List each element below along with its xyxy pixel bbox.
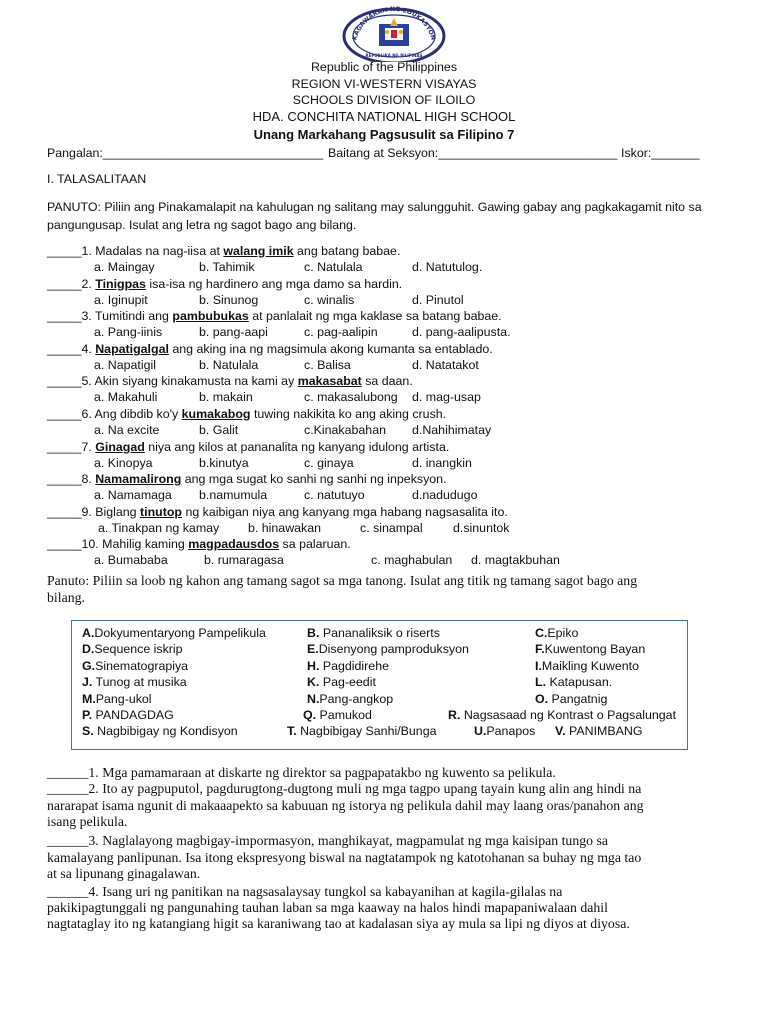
section2-directions-line-2: bilang. <box>47 590 85 605</box>
question-text: _____5. Akin siyang kinakamusta na kami ay <box>47 374 298 389</box>
question-text: isa-isa ng hardinero ang mga damo sa hardin. <box>145 276 403 291</box>
question-text: tuwing nakikita ko ang aking crush. <box>250 407 447 421</box>
question-2-line-1: ______2. Ito ay pagpuputol, pagdurugtong-dugtong muli ng mga tagpo upang tayain kung alin ang hindi na <box>47 781 642 796</box>
option-text: Epiko <box>547 626 579 640</box>
choice-b: b. hinawakan <box>248 520 322 535</box>
choice-c: c. pag-aalipin <box>304 325 378 340</box>
option-c <box>535 626 578 640</box>
option-letter: F. <box>535 642 545 657</box>
underlined-word: makasabat <box>297 374 362 389</box>
option-letter: B. <box>307 626 320 640</box>
choice-c: c.Kinakabahan <box>304 423 386 437</box>
underlined-word: kumakabog <box>181 407 251 421</box>
option-text: Katapusan. <box>546 675 613 690</box>
choice-b: b. pang-aapi <box>199 325 268 340</box>
option-text: Panapos <box>486 724 536 739</box>
option-letter: I. <box>535 658 542 673</box>
option-t <box>287 724 436 738</box>
choice-b: b.kinutya <box>199 455 249 470</box>
choice-d: d. Natutulog. <box>412 260 483 274</box>
underlined-word: magpadausdos <box>188 537 280 552</box>
choice-d: d. pang-aalipusta. <box>412 325 511 340</box>
option-d <box>82 642 183 656</box>
choice-d: d. inangkin <box>412 455 472 470</box>
directions-line-1: PANUTO: Piliin ang Pinakamalapit na kahulugan ng salitang may salungguhit. Gawing gabay ang pagkakagamit nito sa <box>47 200 702 214</box>
score-field: Iskor:_______ <box>621 146 700 160</box>
option-text: Dokyumentaryong Pampelikula <box>94 626 266 640</box>
choice-b: b. Galit <box>199 423 239 437</box>
option-v <box>555 724 642 738</box>
choice-a: a. Na excite <box>94 423 160 437</box>
option-b <box>307 626 440 640</box>
option-r <box>448 708 676 722</box>
option-text: Sequence iskrip <box>94 642 183 657</box>
name-field: Pangalan:________________________________ <box>47 146 324 160</box>
option-letter: C. <box>535 626 548 640</box>
section2-directions-line-1: Panuto: Piliin sa loob ng kahon ang tamang sagot sa mga tanong. Isulat ang titik ng tamang sagot bago ang <box>47 573 638 588</box>
question-text: _____1. Madalas na nag-iisa at <box>47 244 224 258</box>
underlined-word: Tinigpas <box>95 276 146 291</box>
option-letter: R. <box>448 708 461 722</box>
choice-d: d. mag-usap <box>412 390 481 405</box>
choice-c: c. Balisa <box>304 357 351 372</box>
option-text: Maikling Kuwento <box>541 658 640 673</box>
underlined-word: Namamalirong <box>95 472 182 487</box>
question-text: _____4. <box>47 341 96 356</box>
vocab-question <box>47 472 447 486</box>
option-text: Nagbibigay Sanhi/Bunga <box>296 724 437 739</box>
option-text: Pananaliksik o riserts <box>319 626 440 640</box>
option-text: Pag-eedit <box>319 675 376 690</box>
option-k <box>307 675 376 689</box>
option-u <box>474 724 535 738</box>
choice-b: b.namumula <box>199 488 268 503</box>
option-text: Disenyong pamproduksyon <box>318 642 469 657</box>
choice-c: c. maghabulan <box>371 553 453 568</box>
option-letter: H. <box>307 658 320 673</box>
question-1: ______1. Mga pamamaraan at diskarte ng direktor sa pagpapatakbo ng kuwento sa pelikula. <box>47 765 556 780</box>
choice-a: a. Makahuli <box>94 390 158 405</box>
option-g <box>82 659 188 673</box>
svg-text:REPUBLIKA NG PILIPINAS: REPUBLIKA NG PILIPINAS <box>365 53 423 58</box>
option-text: Kuwentong Bayan <box>544 642 646 657</box>
question-4-line-3: nagtataglay ito ng katangiang higit sa karaniwang tao at kadalasan siya ay mula sa lipi ng diyos at diyosa. <box>47 916 630 931</box>
header-republic: Republic of the Philippines <box>310 60 458 74</box>
option-text: Pang-angkop <box>319 691 394 706</box>
choice-c: c. winalis <box>304 292 355 307</box>
question-4-line-1: ______4. Isang uri ng panitikan na nagsasalaysay tungkol sa kabayanihan at kagila-gilalas na <box>47 884 563 899</box>
choice-d: d. Natatakot <box>412 357 479 372</box>
option-i <box>535 659 639 673</box>
option-letter: S. <box>82 724 94 739</box>
question-text: _____2. <box>47 276 96 291</box>
option-l <box>535 675 612 689</box>
choice-c: c. natutuyo <box>304 488 365 503</box>
option-f <box>535 642 645 656</box>
question-text: ng kaibigan niya ang kanyang mga habang nagsasalita ito. <box>182 504 508 519</box>
choice-a: a. Napatigil <box>94 357 156 372</box>
option-letter: K. <box>307 675 320 690</box>
choice-d: d. magtakbuhan <box>471 553 560 568</box>
option-h <box>307 659 389 673</box>
option-o <box>535 692 607 706</box>
option-a <box>82 626 266 640</box>
choice-b: b. rumaragasa <box>204 553 284 568</box>
question-text: _____8. <box>47 472 96 487</box>
question-3-line-1: ______3. Naglalayong magbigay-impormasyon, manghikayat, magpamulat ng mga kaisipan tungo sa <box>47 833 608 848</box>
option-letter: G. <box>82 658 96 673</box>
option-letter: O. <box>535 691 549 706</box>
option-q <box>303 708 372 722</box>
choice-d: d. Pinutol <box>412 292 464 307</box>
choice-a: a. Bumababa <box>94 553 168 568</box>
option-letter: U. <box>474 724 487 739</box>
option-text: Sinematograpiya <box>95 658 189 673</box>
choice-a: a. Namamaga <box>94 488 172 503</box>
option-text: Pagdidirehe <box>319 658 389 673</box>
choice-a: a. Maingay <box>94 260 155 274</box>
option-text: Pangatnig <box>548 691 608 706</box>
choice-c: c. Natulala <box>304 260 363 274</box>
header-school: HDA. CONCHITA NATIONAL HIGH SCHOOL <box>252 109 516 124</box>
question-text: sa daan. <box>361 374 413 389</box>
grade-section-field: Baitang at Seksyon:__________________________ <box>328 146 618 160</box>
option-text: PANIMBANG <box>565 724 643 739</box>
option-letter: T. <box>287 724 297 739</box>
underlined-word: Ginagad <box>95 439 145 454</box>
question-text: at panlalait ng mga kaklase sa batang babae. <box>248 309 502 324</box>
directions-line-2: pangungusap. Isulat ang letra ng sagot bago ang bilang. <box>47 218 357 232</box>
deped-seal-logo <box>341 6 447 62</box>
vocab-question <box>47 244 400 258</box>
option-text: Nagsasaad ng Kontrast o Pagsalungat <box>460 708 677 722</box>
question-text: _____3. Tumitindi ang <box>47 309 173 324</box>
choice-b: b. makain <box>199 390 253 405</box>
question-text: ang aking ina ng magsimula akong kumanta sa entablado. <box>168 341 493 356</box>
vocab-question <box>47 440 449 454</box>
svg-text:KAGAWARAN NG EDUKASYON: KAGAWARAN NG EDUKASYON <box>351 6 437 42</box>
choice-b: b. Tahimik <box>199 260 255 274</box>
option-s <box>82 724 238 738</box>
choice-d: d.Nahihimatay <box>412 423 492 437</box>
choice-a: a. Kinopya <box>94 455 153 470</box>
option-text: Tunog at musika <box>92 675 187 690</box>
header-division: SCHOOLS DIVISION OF ILOILO <box>292 93 476 107</box>
underlined-word: Napatigalgal <box>95 341 169 356</box>
option-letter: M. <box>82 691 96 706</box>
option-p <box>82 708 174 722</box>
vocab-question <box>47 277 402 291</box>
option-text: PANDAGDAG <box>92 708 174 722</box>
vocab-question <box>47 537 351 551</box>
question-3-line-2: kamalayang panlipunan. Isa itong ekspresyong biswal na nagtatampok ng katotohanan sa buhay ng mga tao <box>47 850 642 865</box>
section-heading: I. TALASALITAAN <box>47 172 147 186</box>
option-letter: Q. <box>303 708 317 722</box>
question-3-line-3: at sa lipunang ginagalawan. <box>47 866 201 881</box>
vocab-question <box>47 407 446 421</box>
option-letter: D. <box>82 642 95 657</box>
choice-a: a. Iginupit <box>94 292 148 307</box>
question-2-line-3: isang pelikula. <box>47 814 128 829</box>
option-letter: N. <box>307 691 320 706</box>
vocab-question <box>47 342 493 356</box>
option-letter: A. <box>82 626 95 640</box>
question-text: _____9. Biglang <box>47 504 141 519</box>
question-text: _____10. Mahilig kaming <box>47 537 189 552</box>
header-region: REGION VI-WESTERN VISAYAS <box>291 77 477 91</box>
option-e <box>307 642 469 656</box>
option-text: Pamukod <box>316 708 372 722</box>
option-letter: E. <box>307 642 319 657</box>
option-text: Pang-ukol <box>95 691 152 706</box>
option-m <box>82 692 152 706</box>
question-text: _____6. Ang dibdib ko'y <box>47 407 182 421</box>
question-text: sa palaruan. <box>279 537 351 552</box>
choice-b: b. Natulala <box>199 357 259 372</box>
choice-d: d.nadudugo <box>412 488 478 503</box>
question-text: _____7. <box>47 439 96 454</box>
question-2-line-2: nararapat isama ngunit di makaaapekto sa kabuuan ng istorya ng pelikula dahil may laang oras/panahon ang <box>47 798 644 813</box>
option-letter: V. <box>555 724 566 739</box>
choice-b: b. Sinunog <box>199 292 259 307</box>
question-text: niya ang kilos at pananalita ng kanyang idulong artista. <box>144 439 450 454</box>
underlined-word: walang imik <box>223 244 294 258</box>
vocab-question <box>47 309 502 323</box>
option-n <box>307 692 393 706</box>
option-letter: L. <box>535 675 547 690</box>
option-letter: J. <box>82 675 93 690</box>
underlined-word: tinutop <box>140 504 182 519</box>
choice-c: c. sinampal <box>360 520 423 535</box>
question-text: ang batang babae. <box>293 244 401 258</box>
option-j <box>82 675 187 689</box>
choice-a: a. Tinakpan ng kamay <box>98 520 220 535</box>
exam-title: Unang Markahang Pagsusulit sa Filipino 7 <box>253 127 515 142</box>
choice-d: d.sinuntok <box>453 520 510 535</box>
underlined-word: pambubukas <box>172 309 249 324</box>
choice-a: a. Pang-iinis <box>94 325 163 340</box>
choice-c: c. makasalubong <box>304 390 398 405</box>
option-letter: P. <box>82 708 93 722</box>
option-text: Nagbibigay ng Kondisyon <box>93 724 238 739</box>
choice-c: c. ginaya <box>304 455 354 470</box>
question-4-line-2: pakikipagtunggali ng pangunahing tauhan laban sa mga kaaway na halos hindi mapapaniwalaan dahil <box>47 900 608 915</box>
vocab-question <box>47 374 413 388</box>
question-text: ang mga sugat ko sanhi ng sanhi ng inpeksyon. <box>181 472 447 487</box>
vocab-question <box>47 505 508 519</box>
